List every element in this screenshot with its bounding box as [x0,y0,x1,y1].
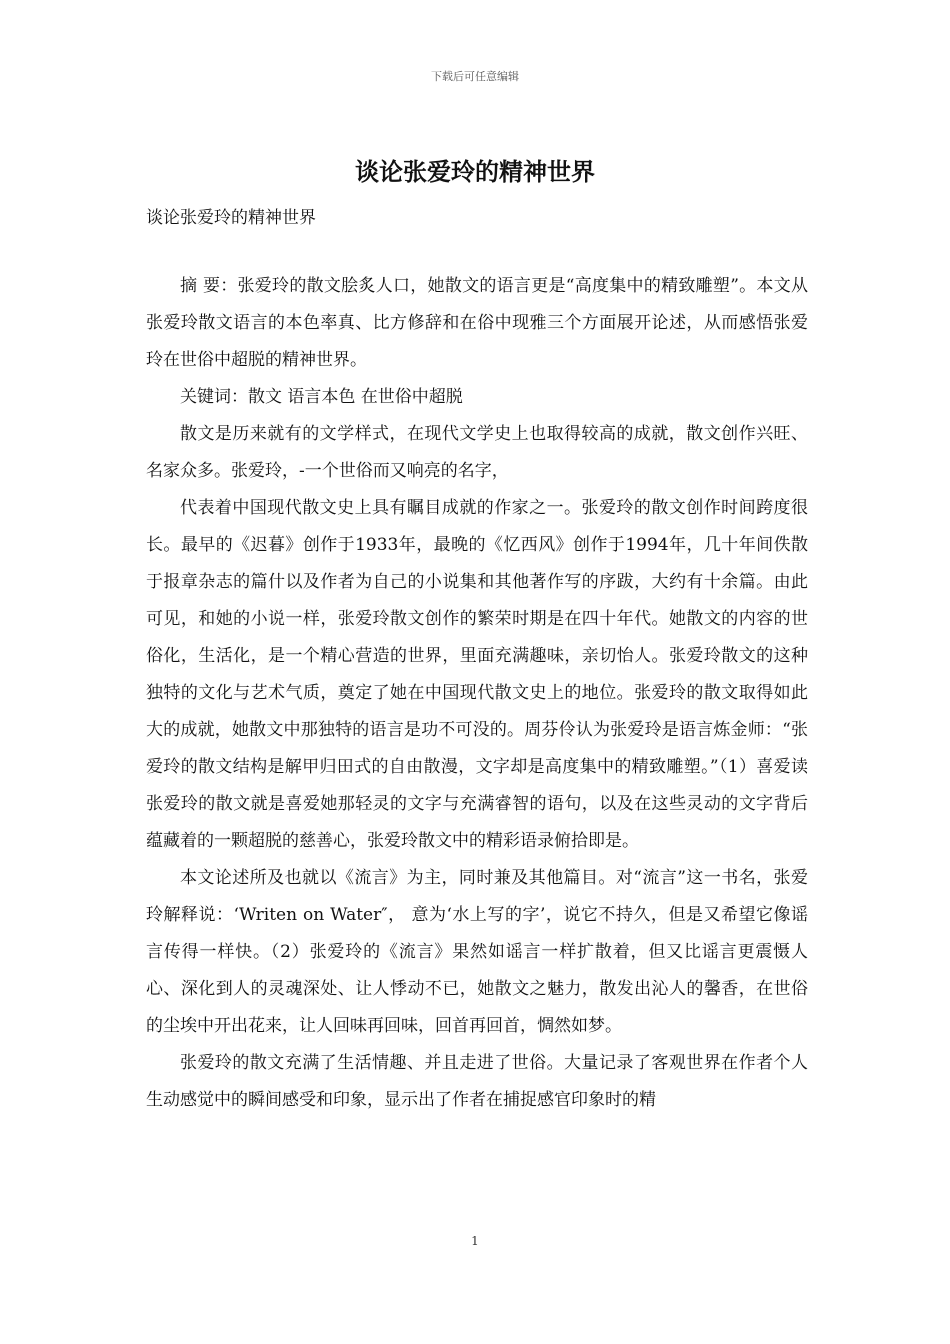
body-paragraph: 散文是历来就有的文学样式，在现代文学史上也取得较高的成就，散文创作兴旺、名家众多。张爱玲，-一个世俗而又响亮的名字， [146,424,808,481]
keywords-paragraph: 关键词：散文 语言本色 在世俗中超脱 [180,387,463,407]
body-paragraph: 张爱玲的散文充满了生活情趣、并且走进了世俗。大量记录了客观世界在作者个人生动感觉中的瞬间感受和印象，显示出了作者在捕捉感官印象时的精 [146,1053,808,1110]
page-number: 1 [471,1234,479,1248]
header-note: 下载后可任意编辑 [431,70,519,83]
document-title: 谈论张爱玲的精神世界 [355,157,595,186]
document-body [146,268,808,1119]
abstract-paragraph: 摘 要：张爱玲的散文脍炙人口，她散文的语言更是“高度集中的精致雕塑”。本文从张爱玲散文语言的本色率真、比方修辞和在俗中现雅三个方面展开论述，从而感悟张爱玲在世俗中超脱的精神世界。 [146,276,808,370]
document-subtitle: 谈论张爱玲的精神世界 [146,208,316,228]
body-paragraph: 代表着中国现代散文史上具有瞩目成就的作家之一。张爱玲的散文创作时间跨度很长。最早的《迟暮》创作于1933年，最晚的《忆西风》创作于1994年，几十年间佚散于报章杂志的篇什以及作者为自己的小说集和其他著作写的序跋，大约有十余篇。由此可见，和她的小说一样，张爱玲散文创作的繁荣时期是在四十年代。她散文的内容的世俗化，生活化，是一个精心营造的世界，里面充满趣味，亲切怡人。张爱玲散文的这种独特的文化与艺术气质，奠定了她在中国现代散文史上的地位。张爱玲的散文取得如此大的成就，她散文中那独特的语言是功不可没的。周芬伶认为张爱玲是语言炼金师：“张爱玲的散文结构是解甲归田式的自由散漫，文字却是高度集中的精致雕塑。”（1）喜爱读张爱玲的散文就是喜爱她那轻灵的文字与充满睿智的语句，以及在这些灵动的文字背后蕴藏着的一颗超脱的慈善心，张爱玲散文中的精彩语录俯拾即是。 [146,498,808,851]
body-paragraph: 本文论述所及也就以《流言》为主，同时兼及其他篇目。对“流言”这一书名，张爱玲解释说：‘Writen on Water″， 意为‘水上写的字’，说它不持久，但是又希望它像谣言传得一样快。（2）张爱玲的《流言》果然如谣言一样扩散着，但又比谣言更震慑人心、深化到人的灵魂深处、让人悸动不已，她散文之魅力，散发出沁人的馨香，在世俗的尘埃中开出花来，让人回味再回味，回首再回首，惆然如梦。 [146,868,808,1036]
